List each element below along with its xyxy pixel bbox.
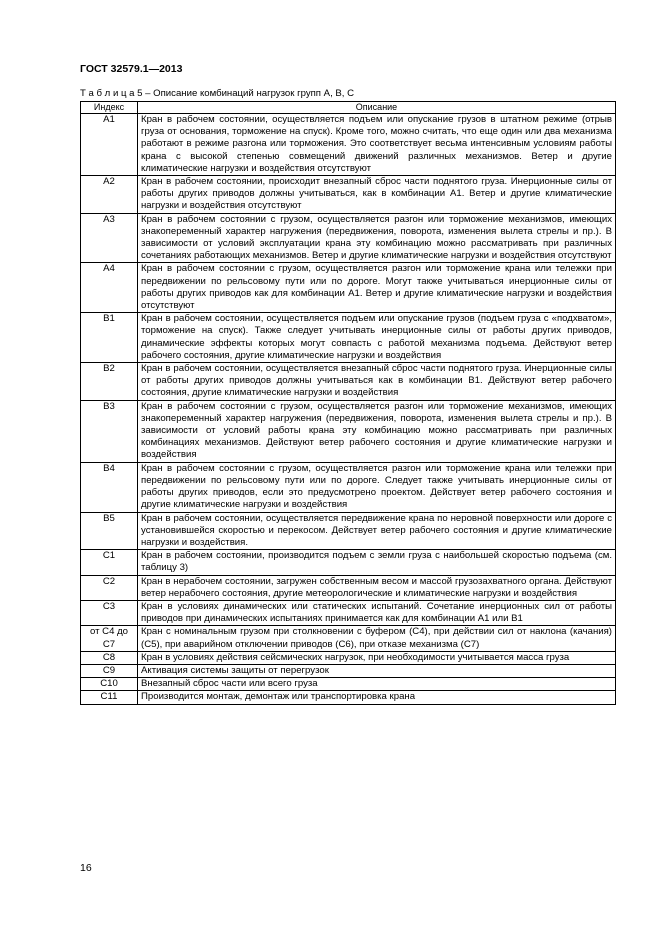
- page-number: 16: [80, 862, 92, 874]
- table-row: [81, 550, 616, 575]
- row-description-cell: Кран в рабочем состоянии с грузом, осуществляется разгон или торможение механизмов, имеющих знакопеременный характер нагружения (передвижения, поворота, изменения вылета стрелы и пр.). В зависимости от условий работы крана эту комбинацию можно рассматривать при различных комбинациях механизмов. Действуют ветер рабочего состояния и другие климатические нагрузки и воздействия: [138, 400, 616, 462]
- row-index-cell: В3: [81, 400, 138, 462]
- row-index-cell: А1: [81, 114, 138, 176]
- row-description-cell: Кран в условиях действия сейсмических нагрузок, при необходимости учитывается масса груза: [138, 651, 616, 664]
- table-row: [81, 512, 616, 550]
- row-index-cell: А3: [81, 213, 138, 263]
- row-description-cell: Производится монтаж, демонтаж или транспортировка крана: [138, 691, 616, 704]
- table-row: [81, 462, 616, 512]
- row-index-cell: А2: [81, 176, 138, 214]
- row-description-cell: Активация системы защиты от перегрузок: [138, 664, 616, 677]
- row-index-cell: С3: [81, 600, 138, 625]
- document-standard-header: ГОСТ 32579.1—2013: [80, 63, 183, 75]
- row-description-cell: Кран в нерабочем состоянии, загружен собственным весом и массой грузозахватного органа. Действуют ветер нерабочего состояния, другие метеорологические и климатические нагрузки и воздействия: [138, 575, 616, 600]
- row-description-cell: Кран в рабочем состоянии, осуществляется внезапный сброс части поднятого груза. Инерционные силы от работы других приводов должны учитываться как в комбинации В1. Действуют ветер рабочего состояния, другие климатические нагрузки и воздействия: [138, 363, 616, 401]
- table-row: [81, 691, 616, 704]
- row-index-cell: В2: [81, 363, 138, 401]
- load-combinations-table: [80, 101, 616, 705]
- row-index-cell: С11: [81, 691, 138, 704]
- row-index-cell: С10: [81, 678, 138, 691]
- table-row: [81, 575, 616, 600]
- table-row: [81, 176, 616, 214]
- row-description-cell: Кран в рабочем состоянии с грузом, осуществляется разгон или торможение крана или тележки при передвижении по рельсовому пути или по дороге. Могут также учитываться инерционные силы от работы других приводов как для комбинации А1. Ветер и другие климатические нагрузки и воздействия отсутствуют: [138, 263, 616, 313]
- row-description-cell: Кран в рабочем состоянии с грузом, осуществляется разгон или торможение крана или тележки при передвижении по рельсовому пути или по дороге. Следует также учитывать инерционные силы от работы других приводов, если это предусмотрено проектом. Действует ветер рабочего состояния и другие климатические нагрузки и воздействия: [138, 462, 616, 512]
- row-description-cell: Внезапный сброс части или всего груза: [138, 678, 616, 691]
- table-header-row: [81, 102, 616, 114]
- row-index-cell: от С4 до С7: [81, 626, 138, 651]
- table-row: [81, 363, 616, 401]
- table-row: [81, 600, 616, 625]
- row-index-cell: В4: [81, 462, 138, 512]
- table-row: [81, 313, 616, 363]
- row-description-cell: Кран в рабочем состоянии, производится подъем с земли груза с наибольшей скоростью подъема (см. таблицу 3): [138, 550, 616, 575]
- row-description-cell: Кран в рабочем состоянии с грузом, осуществляется разгон или торможение механизмов, имеющих знакопеременный характер нагружения (передвижения, поворота, изменения вылета стрелы и пр.). В зависимости от условий эксплуатации крана эту комбинацию можно рассматривать при различных сочетаниях работающих механизмов. Ветер и другие климатические нагрузки и воздействия отсутствуют: [138, 213, 616, 263]
- row-description-cell: Кран в рабочем состоянии, осуществляется подъем или опускание грузов в штатном режиме (отрыв груза от основания, торможение на спуск). Кроме того, можно считать, что еще один или два механизма работают в режиме разгона или торможения. Это соответствует весьма интенсивным условиям работы крана с высокой степенью совмещений движений различных механизмов. Ветер и другие климатические нагрузки и воздействия отсутствуют: [138, 114, 616, 176]
- row-index-cell: С9: [81, 664, 138, 677]
- table-row: [81, 651, 616, 664]
- row-description-cell: Кран с номинальным грузом при столкновении с буфером (С4), при действии сил от наклона (качания) (С5), при аварийном отключении приводов (С6), при отказе механизма (С7): [138, 626, 616, 651]
- table-row: [81, 664, 616, 677]
- table-row: [81, 263, 616, 313]
- row-index-cell: С2: [81, 575, 138, 600]
- row-index-cell: В5: [81, 512, 138, 550]
- table-row: [81, 626, 616, 651]
- table-row: [81, 678, 616, 691]
- row-index-cell: В1: [81, 313, 138, 363]
- row-description-cell: Кран в рабочем состоянии, осуществляется передвижение крана по неровной поверхности или дороге с установившейся скоростью и перекосом. Действует ветер рабочего состояния и другие климатические нагрузки и воздействия.: [138, 512, 616, 550]
- table-caption: Т а б л и ц а 5 – Описание комбинаций нагрузок групп А, В, С: [80, 88, 355, 99]
- table-row: [81, 213, 616, 263]
- row-index-cell: А4: [81, 263, 138, 313]
- row-index-cell: С8: [81, 651, 138, 664]
- row-index-cell: С1: [81, 550, 138, 575]
- column-header-index: Индекс: [81, 102, 138, 114]
- column-header-description: Описание: [138, 102, 616, 114]
- row-description-cell: Кран в условиях динамических или статических испытаний. Сочетание инерционных сил от работы приводов при динамических испытаниях принимается как для комбинации А1 или В1: [138, 600, 616, 625]
- table-row: [81, 400, 616, 462]
- table-row: [81, 114, 616, 176]
- row-description-cell: Кран в рабочем состоянии, происходит внезапный сброс части поднятого груза. Инерционные силы от работы других приводов должны учитываться, как в комбинации А1. Ветер и другие климатические нагрузки и воздействия отсутствуют: [138, 176, 616, 214]
- row-description-cell: Кран в рабочем состоянии, осуществляется подъем или опускание грузов (подъем груза с «подхватом», торможение на спуск). Также следует учитывать инерционные силы от работы других приводов, динамические эффекты которых могут совпасть с работой механизма подъема. Действуют ветер рабочего состояния, другие климатические нагрузки и воздействия: [138, 313, 616, 363]
